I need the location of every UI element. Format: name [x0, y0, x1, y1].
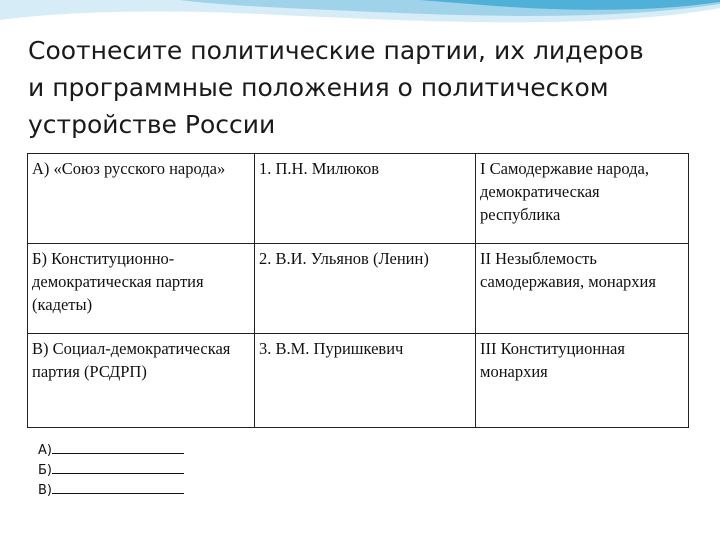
answer-label-c: В) — [38, 483, 52, 498]
title-line-2: и программные положения о политическом — [28, 73, 609, 102]
answer-blank-a[interactable] — [52, 440, 184, 454]
table-row — [28, 244, 689, 334]
leader-cell: 3. В.М. Пуришкевич — [255, 334, 476, 428]
program-cell: III Конституционная монархия — [476, 334, 689, 428]
answer-line-a — [38, 440, 184, 460]
title-line-3: устройстве России — [28, 110, 276, 139]
answer-line-b — [38, 460, 184, 480]
slide-title — [28, 32, 688, 143]
matching-table — [27, 153, 689, 428]
answer-blank-b[interactable] — [52, 460, 184, 474]
leader-cell: 2. В.И. Ульянов (Ленин) — [255, 244, 476, 334]
answer-label-b: Б) — [38, 463, 52, 478]
program-cell: II Незыблемость самодержавия, монархия — [476, 244, 689, 334]
party-cell: В) Социал-демократическая партия (РСДРП) — [28, 334, 255, 428]
party-cell: А) «Союз русского народа» — [28, 154, 255, 244]
answer-blank-c[interactable] — [52, 480, 184, 494]
title-line-1: Соотнесите политические партии, их лидеров — [28, 36, 644, 65]
leader-cell: 1. П.Н. Милюков — [255, 154, 476, 244]
answer-label-a: А) — [38, 443, 52, 458]
program-cell: I Самодержавие народа, демократическая республика — [476, 154, 689, 244]
answer-lines — [38, 440, 184, 500]
table-row — [28, 334, 689, 428]
table-row — [28, 154, 689, 244]
answer-line-c — [38, 480, 184, 500]
party-cell: Б) Конституционно-демократическая партия (кадеты) — [28, 244, 255, 334]
